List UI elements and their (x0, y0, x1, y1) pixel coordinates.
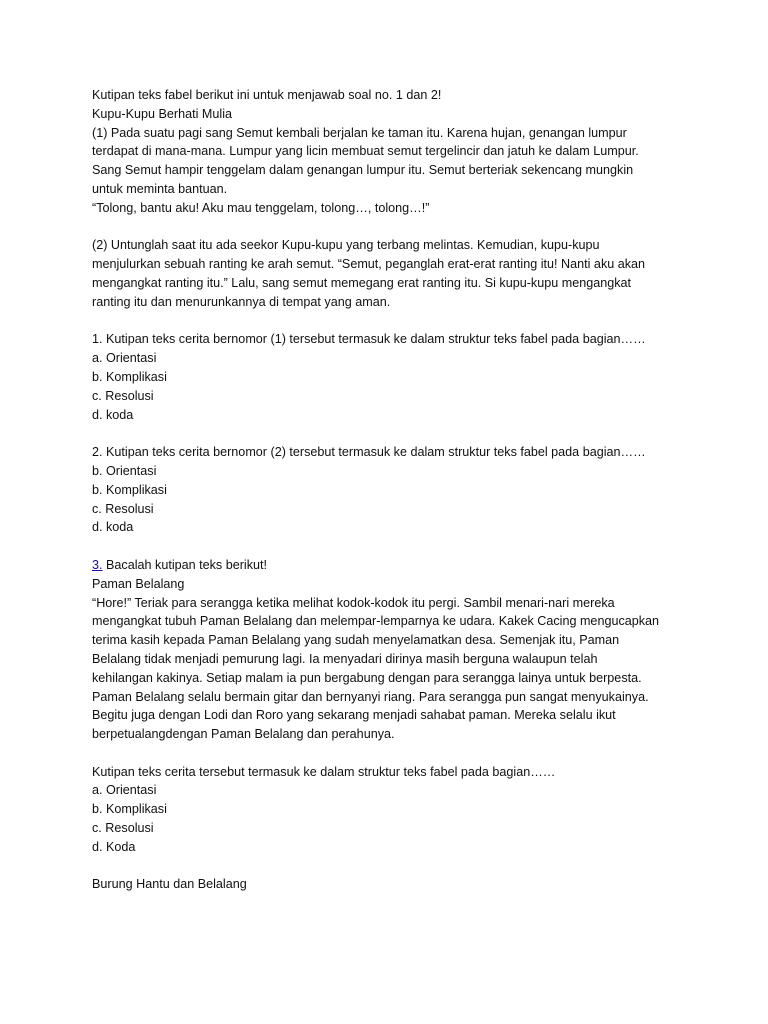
question1-option-a: a. Orientasi (92, 351, 157, 366)
paragraph1-line: untuk meminta bantuan. (92, 181, 228, 196)
passage-line: kehilangan kakinya. Setiap malam ia pun bergabung dengan para serangga lainya untuk berpesta. (92, 670, 642, 685)
question1-option-d: d. koda (92, 407, 134, 422)
question2-option-c: c. Resolusi (92, 501, 154, 516)
paragraph1-line: terdapat di mana-mana. Lumpur yang licin membuat semut tergelincir dan jatuh ke dalam Lumpur. (92, 144, 639, 159)
paragraph1-line: Sang Semut hampir tenggelam dalam genangan lumpur itu. Semut berteriak sekencang mungkin (92, 163, 634, 178)
passage-line: “Hore!” Teriak para serangga ketika melihat kodok-kodok itu pergi. Sambil menari-nari mereka (92, 595, 615, 610)
spacer (92, 312, 682, 331)
paragraph2-line: ranting itu dan menurunkannya di tempat yang aman. (92, 294, 391, 309)
question3-text: Kutipan teks cerita tersebut termasuk ke dalam struktur teks fabel pada bagian…… (92, 764, 556, 779)
question2-option-a: b. Orientasi (92, 463, 157, 478)
question2-option-d: d. koda (92, 520, 134, 535)
spacer (92, 857, 682, 876)
story-title: Kupu-Kupu Berhati Mulia (92, 106, 233, 121)
question2-text: 2. Kutipan teks cerita bernomor (2) tersebut termasuk ke dalam struktur teks fabel pada bagian…… (92, 445, 646, 460)
passage-line: Paman Belalang selalu bermain gitar dan bernyanyi riang. Para serangga pun sangat menyukainya. (92, 689, 649, 704)
question3-option-d: d. Koda (92, 839, 136, 854)
spacer (92, 218, 682, 237)
paragraph1-line: “Tolong, bantu aku! Aku mau tenggelam, tolong…, tolong…!” (92, 200, 430, 215)
paragraph1-line: (1) Pada suatu pagi sang Semut kembali berjalan ke taman itu. Karena hujan, genangan lumpur (92, 125, 627, 140)
question2-option-b: b. Komplikasi (92, 482, 167, 497)
paragraph2-line: (2) Untunglah saat itu ada seekor Kupu-kupu yang terbang melintas. Kemudian, kupu-kupu (92, 238, 600, 253)
question3-heading-text: Bacalah kutipan teks berikut! (102, 557, 268, 572)
spacer (92, 537, 682, 556)
passage-line: mengangkat tubuh Paman Belalang dan melempar-lemparnya ke udara. Kakek Cacing mengucapkan (92, 614, 660, 629)
passage-line: Belalang tidak menjadi pemurung lagi. Ia menyadari dirinya masih berguna walaupun telah (92, 651, 598, 666)
paragraph2-line: mengangkat ranting itu.” Lalu, sang semut memegang erat ranting itu. Si kupu-kupu mengangkat (92, 275, 632, 290)
question1-option-c: c. Resolusi (92, 388, 154, 403)
paragraph2-line: menjulurkan sebuah ranting ke arah semut. “Semut, peganglah erat-erat ranting itu! Nanti aku akan (92, 257, 646, 272)
document-content (92, 86, 682, 894)
question3-option-c: c. Resolusi (92, 821, 154, 836)
question3-option-a: a. Orientasi (92, 783, 157, 798)
question3-number-link[interactable]: 3. (92, 557, 103, 572)
next-story-title: Burung Hantu dan Belalang (92, 877, 247, 892)
passage-line: terima kasih kepada Paman Belalang yang sudah menyelamatkan desa. Semenjak itu, Paman (92, 633, 620, 648)
question3-story-title: Paman Belalang (92, 576, 185, 591)
question3-option-b: b. Komplikasi (92, 802, 167, 817)
spacer (92, 744, 682, 763)
question1-option-b: b. Komplikasi (92, 369, 167, 384)
spacer (92, 424, 682, 443)
passage-line: Begitu juga dengan Lodi dan Roro yang sekarang menjadi sahabat paman. Mereka selalu ikut (92, 708, 616, 723)
instruction-text: Kutipan teks fabel berikut ini untuk menjawab soal no. 1 dan 2! (92, 88, 442, 102)
question1-text: 1. Kutipan teks cerita bernomor (1) tersebut termasuk ke dalam struktur teks fabel pada bagian…… (92, 332, 646, 347)
question3-heading (92, 556, 682, 575)
passage-line: berpetualangdengan Paman Belalang dan perahunya. (92, 727, 395, 742)
